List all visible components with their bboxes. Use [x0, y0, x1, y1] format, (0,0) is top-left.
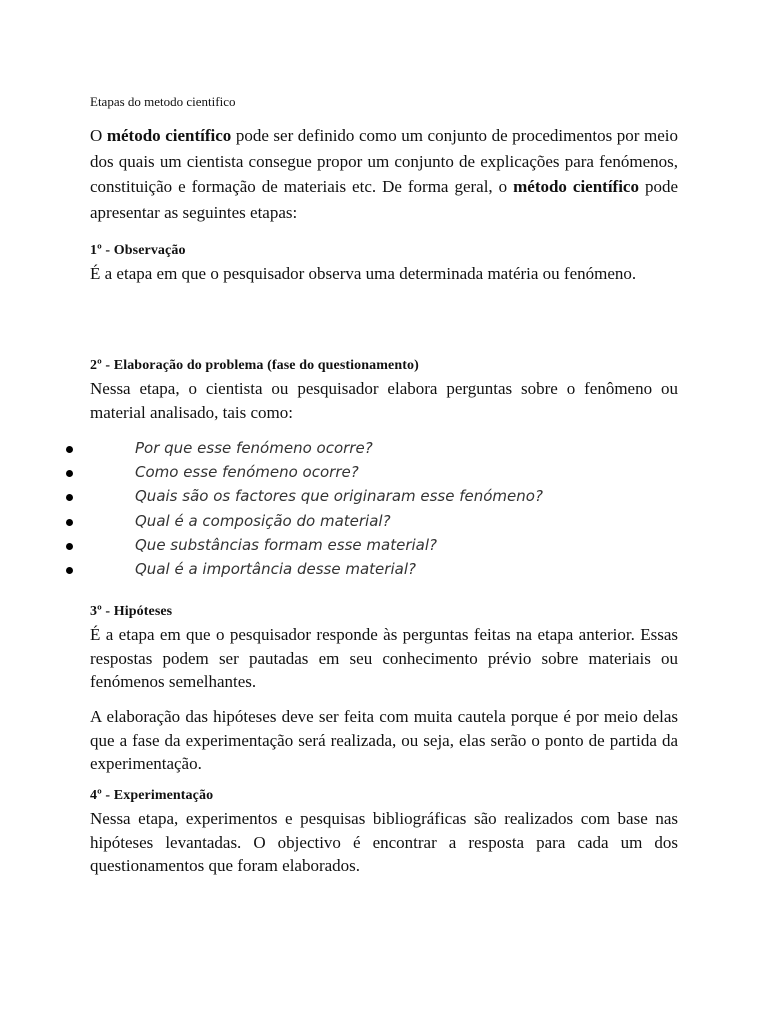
bullet-icon: [66, 567, 73, 574]
intro-text-start: O: [90, 126, 107, 145]
bullet-icon: [66, 494, 73, 501]
list-item: [0, 534, 768, 558]
step-2-heading: 2º - Elaboração do problema (fase do questionamento): [90, 358, 419, 373]
bullet-icon: [66, 470, 73, 477]
question-text: Que substâncias formam esse material?: [135, 535, 437, 554]
step-3-heading: 3º - Hipóteses: [90, 604, 173, 619]
intro-text-end: pode apresentar as seguintes etapas:: [90, 177, 678, 222]
step-1-text: É a etapa em que o pesquisador observa uma determinada matéria ou fenómeno.: [90, 264, 637, 283]
question-text: Por que esse fenómeno ocorre?: [135, 439, 373, 457]
step-1-heading: 1º - Observação: [90, 243, 186, 258]
step-4-heading: 4º - Experimentação: [90, 788, 214, 803]
list-item: [0, 558, 768, 582]
step-3-text: É a etapa em que o pesquisador responde às perguntas feitas na etapa anterior. Essas respostas podem ser pautadas em seu conhecimento prévio sobre materiais ou fenómenos semelhantes.: [90, 625, 678, 691]
list-item: [0, 437, 768, 461]
list-item: [0, 461, 768, 485]
question-text: Qual é a composição do material?: [135, 511, 391, 530]
question-text: Quais são os factores que originaram esse fenómeno?: [135, 487, 543, 506]
intro-text-middle: pode ser definido como um conjunto de procedimentos por meio dos quais um cientista consegue propor um conjunto de explicações para fenómenos, constituição e formação de materiais etc. De forma geral, o: [90, 126, 678, 196]
document-title: Etapas do metodo cientifico: [90, 94, 236, 109]
bullet-icon: [66, 446, 73, 453]
step-4-text: Nessa etapa, experimentos e pesquisas bibliográficas são realizados com base nas hipóteses levantadas. O objectivo é encontrar a resposta para cada um dos questionamentos que foram elaborados.: [90, 809, 678, 875]
step-2-text: Nessa etapa, o cientista ou pesquisador elabora perguntas sobre o fenômeno ou material analisado, tais como:: [90, 379, 678, 422]
question-text: Qual é a importância desse material?: [135, 559, 416, 578]
step-3-text-2: A elaboração das hipóteses deve ser feita com muita cautela porque é por meio delas que a fase da experimentação será realizada, ou seja, elas serão o ponto de partida da experimentação.: [90, 707, 678, 773]
question-text: Como esse fenómeno ocorre?: [135, 463, 359, 482]
intro-bold-term-2: método científico: [513, 177, 639, 196]
intro-paragraph: [90, 123, 678, 225]
bullet-icon: [66, 543, 73, 550]
bullet-icon: [66, 519, 73, 526]
list-item: [0, 485, 768, 509]
question-list: [0, 437, 768, 582]
intro-bold-term: método científico: [106, 126, 232, 145]
list-item: [0, 510, 768, 534]
